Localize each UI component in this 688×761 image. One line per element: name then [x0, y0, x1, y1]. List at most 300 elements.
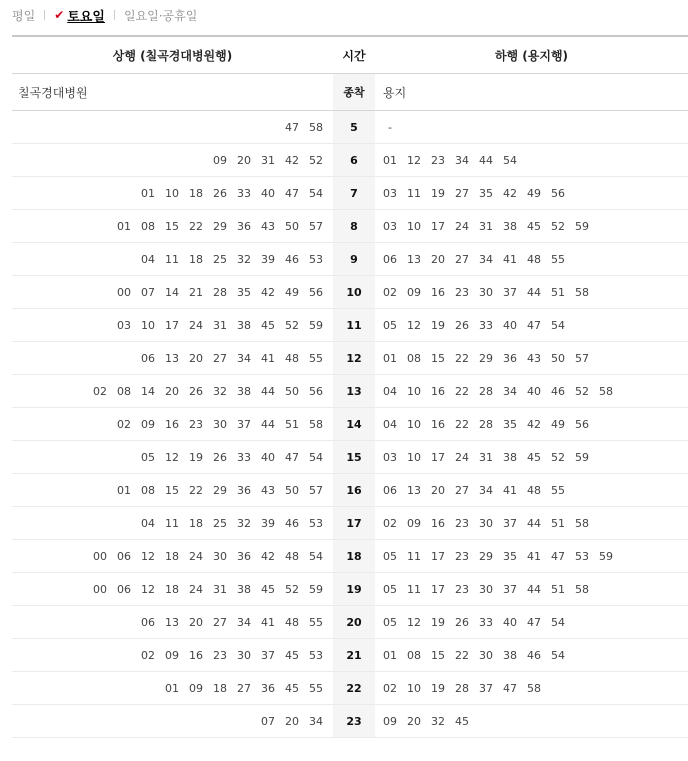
departure-minute: 21 [189, 285, 203, 299]
departure-minute: 52 [575, 384, 589, 398]
departure-minute: 57 [309, 219, 323, 233]
departure-minute: 11 [407, 582, 421, 596]
departure-minute: 42 [261, 285, 275, 299]
departure-minute: 53 [309, 516, 323, 530]
departure-minute: 41 [261, 615, 275, 629]
departure-minute: 58 [575, 516, 589, 530]
up-minutes-list [208, 144, 328, 176]
departure-minute: 12 [165, 450, 179, 464]
departure-minute: 55 [309, 615, 323, 629]
departure-minute: 55 [551, 252, 565, 266]
departure-minute: 33 [237, 450, 251, 464]
departure-minute: 30 [479, 648, 493, 662]
departure-minute: 02 [93, 384, 107, 398]
departure-minute: 34 [237, 351, 251, 365]
departure-minute: 46 [285, 252, 299, 266]
departure-minute: 54 [309, 450, 323, 464]
up-minutes-cell [12, 573, 333, 605]
departure-minute: 45 [285, 648, 299, 662]
up-minutes-list [112, 408, 328, 440]
table-row [12, 606, 688, 639]
departure-minute: 00 [117, 285, 131, 299]
down-minutes-cell [375, 540, 688, 572]
departure-minute: 36 [237, 549, 251, 563]
down-minutes-cell [375, 606, 688, 638]
up-minutes-list [136, 243, 328, 275]
departure-minute: 47 [527, 615, 541, 629]
departure-minute: 41 [261, 351, 275, 365]
table-row [12, 474, 688, 507]
departure-minute: 58 [309, 120, 323, 134]
departure-minute: 29 [479, 549, 493, 563]
departure-minute: 06 [141, 615, 155, 629]
departure-minute: 10 [407, 450, 421, 464]
departure-minute: 25 [213, 252, 227, 266]
departure-minute: 37 [479, 681, 493, 695]
departure-minute: 10 [407, 219, 421, 233]
departure-minute: 01 [165, 681, 179, 695]
departure-minute: 23 [189, 417, 203, 431]
departure-minute: 04 [141, 516, 155, 530]
departure-minute: 38 [503, 219, 517, 233]
departure-minute: 52 [309, 153, 323, 167]
departure-minute: 22 [455, 417, 469, 431]
up-minutes-list [88, 375, 328, 407]
up-minutes-cell [12, 144, 333, 176]
departure-minute: 11 [407, 549, 421, 563]
down-minutes-cell [375, 639, 688, 671]
departure-minute: 39 [261, 252, 275, 266]
departure-minute: 56 [309, 384, 323, 398]
departure-minute: 41 [503, 483, 517, 497]
up-minutes-list [136, 441, 328, 473]
departure-minute: 43 [261, 483, 275, 497]
departure-minute: 16 [431, 384, 445, 398]
up-minutes-cell [12, 309, 333, 341]
departure-minute: 57 [575, 351, 589, 365]
up-minutes-cell [12, 441, 333, 473]
hour-cell: 6 [333, 144, 375, 176]
hour-cell: 17 [333, 507, 375, 539]
departure-minute: 03 [117, 318, 131, 332]
terminal-label: 종착 [333, 74, 375, 110]
departure-minute: 20 [237, 153, 251, 167]
departure-minute: 54 [309, 549, 323, 563]
departure-minute: 30 [213, 417, 227, 431]
departure-minute: 20 [407, 714, 421, 728]
departure-minute: 45 [261, 318, 275, 332]
departure-minute: 34 [479, 483, 493, 497]
up-minutes-list [136, 342, 328, 374]
up-minutes-list [136, 507, 328, 539]
departure-minute: 46 [527, 648, 541, 662]
departure-minute: 18 [189, 186, 203, 200]
departure-minute: 51 [551, 516, 565, 530]
departure-minute: 13 [165, 615, 179, 629]
departure-minute: 02 [383, 516, 397, 530]
timetable-body [12, 111, 688, 738]
up-minutes-cell [12, 177, 333, 209]
departure-minute: 35 [503, 417, 517, 431]
down-minutes-cell [375, 573, 688, 605]
departure-minute: 54 [551, 615, 565, 629]
departure-minute: 40 [261, 450, 275, 464]
departure-minute: 00 [93, 549, 107, 563]
departure-minute: 09 [407, 516, 421, 530]
up-minutes-cell [12, 639, 333, 671]
down-minutes-cell [375, 144, 688, 176]
departure-minute: 45 [261, 582, 275, 596]
departure-minute: 13 [407, 252, 421, 266]
departure-minute: 51 [285, 417, 299, 431]
departure-minute: 50 [285, 483, 299, 497]
departure-minute: 57 [309, 483, 323, 497]
departure-minute: 31 [261, 153, 275, 167]
departure-minute: 06 [117, 582, 131, 596]
hour-cell: 14 [333, 408, 375, 440]
departure-minute: 02 [117, 417, 131, 431]
departure-minute: 59 [575, 219, 589, 233]
departure-minute: 27 [455, 186, 469, 200]
up-minutes-cell [12, 672, 333, 704]
departure-minute: 37 [503, 285, 517, 299]
departure-minute: 04 [383, 384, 397, 398]
departure-minute: 54 [309, 186, 323, 200]
departure-minute: 35 [237, 285, 251, 299]
down-minutes-cell [375, 276, 688, 308]
table-row [12, 408, 688, 441]
departure-minute: 03 [383, 219, 397, 233]
departure-minute: 41 [527, 549, 541, 563]
departure-minute: 04 [383, 417, 397, 431]
departure-minute: 15 [431, 351, 445, 365]
up-minutes-list [112, 210, 328, 242]
departure-minute: 10 [407, 384, 421, 398]
departure-minute: 48 [527, 252, 541, 266]
departure-minute: 40 [503, 318, 517, 332]
departure-minute: 48 [285, 549, 299, 563]
departure-minute: 26 [213, 450, 227, 464]
departure-minute: 30 [479, 582, 493, 596]
departure-minute: 59 [309, 318, 323, 332]
departure-minute: 35 [479, 186, 493, 200]
tab-separator [44, 10, 45, 20]
departure-minute: 11 [165, 252, 179, 266]
departure-minute: 23 [213, 648, 227, 662]
departure-minute: 29 [213, 483, 227, 497]
down-minutes-cell [375, 672, 688, 704]
tab-separator [114, 10, 115, 20]
departure-minute: 23 [431, 153, 445, 167]
departure-minute: 47 [285, 450, 299, 464]
departure-minute: 09 [407, 285, 421, 299]
departure-minute: 24 [189, 549, 203, 563]
departure-minute: 40 [261, 186, 275, 200]
table-row [12, 540, 688, 573]
departure-minute: 52 [551, 219, 565, 233]
departure-minute: 18 [189, 252, 203, 266]
departure-minute: 22 [189, 219, 203, 233]
departure-minute: 01 [141, 186, 155, 200]
departure-minute: 55 [551, 483, 565, 497]
departure-minute: 28 [213, 285, 227, 299]
departure-minute: 44 [479, 153, 493, 167]
down-minutes-cell [375, 342, 688, 374]
down-minutes-cell [375, 243, 688, 275]
table-row [12, 375, 688, 408]
departure-minute: - [388, 120, 392, 134]
departure-minute: 02 [383, 285, 397, 299]
departure-minute: 32 [431, 714, 445, 728]
departure-minute: 37 [503, 582, 517, 596]
departure-minute: 23 [455, 516, 469, 530]
up-minutes-cell [12, 507, 333, 539]
departure-minute: 05 [383, 582, 397, 596]
departure-minute: 35 [503, 549, 517, 563]
departure-minute: 26 [213, 186, 227, 200]
departure-minute: 20 [431, 483, 445, 497]
departure-minute: 58 [575, 285, 589, 299]
departure-minute: 14 [141, 384, 155, 398]
hour-cell: 22 [333, 672, 375, 704]
hour-cell: 8 [333, 210, 375, 242]
departure-minute: 36 [503, 351, 517, 365]
departure-minute: 18 [189, 516, 203, 530]
up-minutes-list [160, 672, 328, 704]
departure-minute: 08 [407, 351, 421, 365]
up-minutes-cell [12, 210, 333, 242]
departure-minute: 09 [213, 153, 227, 167]
departure-minute: 23 [455, 285, 469, 299]
departure-minute: 00 [93, 582, 107, 596]
hour-cell: 10 [333, 276, 375, 308]
departure-minute: 26 [455, 615, 469, 629]
departure-minute: 43 [261, 219, 275, 233]
down-minutes-cell [375, 507, 688, 539]
departure-minute: 01 [383, 648, 397, 662]
up-minutes-list [256, 705, 328, 737]
hour-cell: 12 [333, 342, 375, 374]
departure-minute: 23 [455, 582, 469, 596]
departure-minute: 29 [479, 351, 493, 365]
departure-minute: 34 [237, 615, 251, 629]
departure-minute: 44 [261, 384, 275, 398]
departure-minute: 30 [213, 549, 227, 563]
departure-minute: 47 [551, 549, 565, 563]
departure-minute: 47 [285, 186, 299, 200]
up-minutes-list [136, 177, 328, 209]
departure-minute: 08 [117, 384, 131, 398]
timetable-header [12, 35, 688, 74]
departure-minute: 24 [189, 582, 203, 596]
departure-minute: 16 [165, 417, 179, 431]
departure-minute: 08 [141, 219, 155, 233]
departure-minute: 34 [455, 153, 469, 167]
departure-minute: 58 [575, 582, 589, 596]
departure-minute: 38 [237, 582, 251, 596]
departure-minute: 09 [383, 714, 397, 728]
departure-minute: 42 [503, 186, 517, 200]
up-minutes-list [136, 639, 328, 671]
down-minutes-cell [375, 309, 688, 341]
departure-minute: 30 [479, 516, 493, 530]
up-terminal-station: 칠곡경대병원 [18, 85, 88, 100]
departure-minute: 48 [285, 351, 299, 365]
departure-minute: 22 [189, 483, 203, 497]
table-row [12, 210, 688, 243]
departure-minute: 52 [285, 582, 299, 596]
departure-minute: 01 [117, 219, 131, 233]
departure-minute: 19 [431, 681, 445, 695]
departure-minute: 56 [309, 285, 323, 299]
departure-minute: 38 [237, 384, 251, 398]
departure-minute: 01 [383, 351, 397, 365]
hour-cell: 16 [333, 474, 375, 506]
departure-minute: 09 [165, 648, 179, 662]
tab-sunday-holiday[interactable]: 일요일·공휴일 [123, 8, 198, 23]
departure-minute: 54 [551, 318, 565, 332]
departure-minute: 27 [213, 615, 227, 629]
departure-minute: 28 [479, 384, 493, 398]
departure-minute: 32 [237, 516, 251, 530]
departure-minute: 06 [141, 351, 155, 365]
departure-minute: 34 [503, 384, 517, 398]
departure-minute: 24 [455, 219, 469, 233]
departure-minute: 22 [455, 384, 469, 398]
day-type-tabs [12, 5, 197, 25]
departure-minute: 31 [479, 450, 493, 464]
departure-minute: 02 [141, 648, 155, 662]
up-minutes-list [136, 606, 328, 638]
hour-cell: 13 [333, 375, 375, 407]
departure-minute: 03 [383, 186, 397, 200]
departure-minute: 58 [309, 417, 323, 431]
departure-minute: 56 [551, 186, 565, 200]
tab-saturday[interactable]: 토요일 [67, 9, 105, 25]
departure-minute: 49 [285, 285, 299, 299]
departure-minute: 48 [527, 483, 541, 497]
departure-minute: 18 [165, 582, 179, 596]
departure-minute: 44 [527, 582, 541, 596]
hour-cell: 5 [333, 111, 375, 143]
hour-cell: 9 [333, 243, 375, 275]
departure-minute: 32 [237, 252, 251, 266]
departure-minute: 12 [407, 615, 421, 629]
departure-minute: 05 [383, 549, 397, 563]
departure-minute: 08 [141, 483, 155, 497]
tab-weekday[interactable]: 평일 [12, 8, 36, 23]
departure-minute: 11 [407, 186, 421, 200]
hour-cell: 15 [333, 441, 375, 473]
departure-minute: 49 [551, 417, 565, 431]
departure-minute: 33 [479, 318, 493, 332]
departure-minute: 53 [309, 648, 323, 662]
table-row [12, 342, 688, 375]
departure-minute: 40 [503, 615, 517, 629]
departure-minute: 14 [165, 285, 179, 299]
up-minutes-cell [12, 705, 333, 737]
departure-minute: 19 [431, 318, 445, 332]
departure-minute: 16 [431, 417, 445, 431]
departure-minute: 47 [527, 318, 541, 332]
departure-minute: 38 [237, 318, 251, 332]
departure-minute: 47 [503, 681, 517, 695]
departure-minute: 12 [407, 318, 421, 332]
up-minutes-list [112, 309, 328, 341]
departure-minute: 51 [551, 582, 565, 596]
departure-minute: 38 [503, 648, 517, 662]
up-minutes-cell [12, 243, 333, 275]
departure-minute: 45 [527, 450, 541, 464]
departure-minute: 36 [237, 483, 251, 497]
up-minutes-cell [12, 540, 333, 572]
up-minutes-cell [12, 342, 333, 374]
departure-minute: 10 [407, 417, 421, 431]
departure-minute: 52 [551, 450, 565, 464]
up-minutes-list [112, 474, 328, 506]
departure-minute: 56 [575, 417, 589, 431]
departure-minute: 49 [527, 186, 541, 200]
down-minutes-cell [375, 705, 688, 737]
departure-minute: 04 [141, 252, 155, 266]
departure-minute: 02 [383, 681, 397, 695]
departure-minute: 12 [407, 153, 421, 167]
down-minutes-cell [375, 408, 688, 440]
table-row [12, 441, 688, 474]
departure-minute: 27 [455, 252, 469, 266]
departure-minute: 22 [455, 351, 469, 365]
departure-minute: 15 [431, 648, 445, 662]
departure-minute: 12 [141, 549, 155, 563]
hour-cell: 21 [333, 639, 375, 671]
departure-minute: 36 [261, 681, 275, 695]
departure-minute: 11 [165, 516, 179, 530]
departure-minute: 12 [141, 582, 155, 596]
departure-minute: 42 [527, 417, 541, 431]
departure-minute: 13 [407, 483, 421, 497]
departure-minute: 09 [141, 417, 155, 431]
table-row [12, 111, 688, 144]
table-row [12, 672, 688, 705]
departure-minute: 59 [599, 549, 613, 563]
departure-minute: 17 [431, 219, 445, 233]
departure-minute: 03 [383, 450, 397, 464]
departure-minute: 53 [575, 549, 589, 563]
hour-cell: 20 [333, 606, 375, 638]
departure-minute: 24 [455, 450, 469, 464]
departure-minute: 34 [309, 714, 323, 728]
departure-minute: 10 [407, 681, 421, 695]
up-minutes-list [112, 276, 328, 308]
departure-minute: 58 [599, 384, 613, 398]
departure-minute: 20 [285, 714, 299, 728]
table-row [12, 243, 688, 276]
departure-minute: 28 [455, 681, 469, 695]
up-minutes-list [280, 111, 328, 143]
departure-minute: 20 [165, 384, 179, 398]
departure-minute: 55 [309, 351, 323, 365]
hour-cell: 23 [333, 705, 375, 737]
departure-minute: 27 [237, 681, 251, 695]
departure-minute: 52 [285, 318, 299, 332]
departure-minute: 33 [237, 186, 251, 200]
departure-minute: 20 [189, 351, 203, 365]
up-minutes-cell [12, 111, 333, 143]
departure-minute: 10 [165, 186, 179, 200]
departure-minute: 19 [189, 450, 203, 464]
timetable-subheader [12, 74, 688, 111]
table-row [12, 705, 688, 738]
